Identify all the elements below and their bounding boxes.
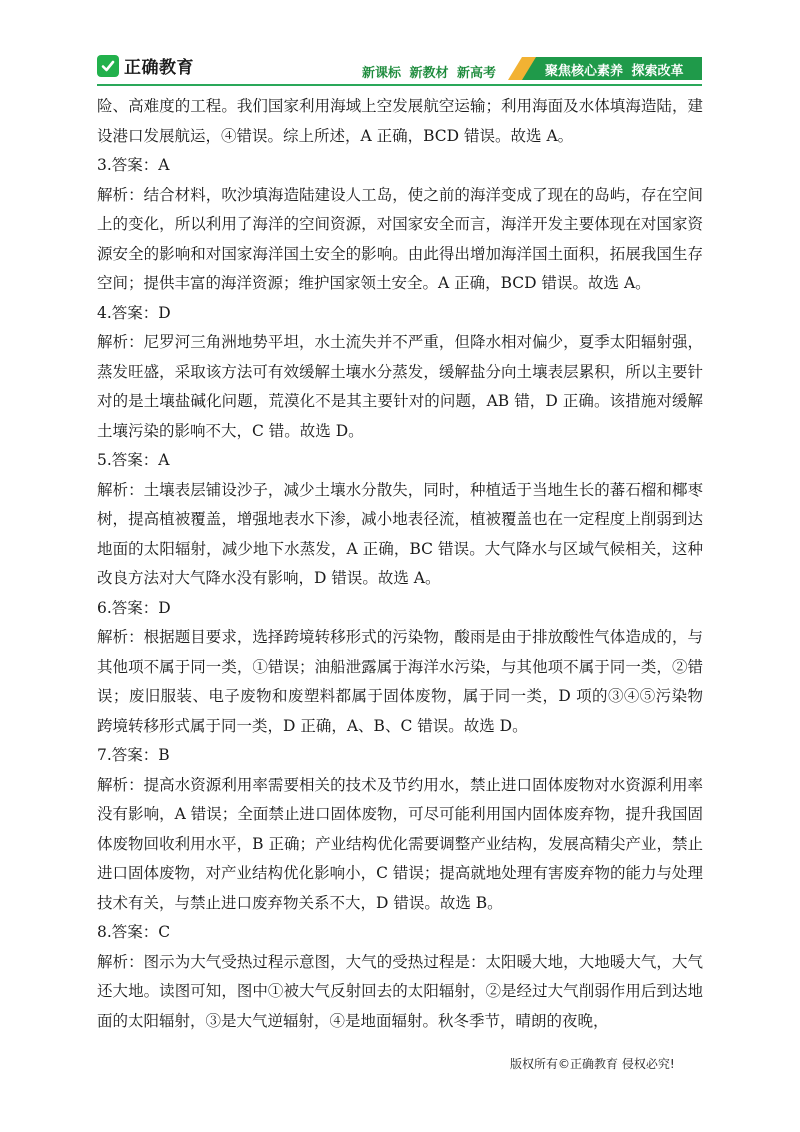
brand-logo (97, 53, 194, 78)
brand-name: 正确教育 (124, 58, 194, 78)
copyright-footer: 版权所有©正确教育 侵权必究! (510, 1057, 675, 1071)
document-body (97, 92, 703, 1036)
answer-8: 8.答案：C (97, 923, 171, 941)
checkmark-icon (97, 55, 119, 77)
answer-5: 5.答案：A (97, 451, 170, 469)
slogan-right: 聚焦核心素养 探索改革 (545, 64, 684, 79)
intro-paragraph: 险、高难度的工程。我们国家利用海域上空发展航空运输；利用海面及水体填海造陆，建设港口发展航运，④错误。综上所述，A 正确，BCD 错误。故选 A。 (97, 97, 703, 145)
page-header (0, 0, 800, 92)
header-divider (97, 84, 702, 86)
analysis-3: 解析：结合材料，吹沙填海造陆建设人工岛，使之前的海洋变成了现在的岛屿，存在空间上的变化，所以利用了海洋的空间资源，对国家安全而言，海洋开发主要体现在对国家资源安全的影响和对国家海洋国土安全的影响。由此得出增加海洋国土面积，拓展我国生存空间；提供丰富的海洋资源；维护国家领土安全。A 正确，BCD 错误。故选 A。 (97, 185, 703, 292)
answer-3: 3.答案：A (97, 156, 170, 174)
answer-6: 6.答案：D (97, 598, 171, 617)
analysis-4: 解析：尼罗河三角洲地势平坦，水土流失并不严重，但降水相对偏少，夏季太阳辐射强，蒸发旺盛，采取该方法可有效缓解土壤水分蒸发，缓解盐分向土壤表层累积，所以主要针对的是土壤盐碱化问题，荒漠化不是其主要针对的问题，AB 错，D 正确。该措施对缓解土壤污染的影响不大，C 错。故选 D。 (97, 333, 703, 440)
answer-7: 7.答案：B (97, 746, 170, 764)
analysis-6: 解析：根据题目要求，选择跨境转移形式的污染物，酸雨是由于排放酸性气体造成的，与其他项不属于同一类，①错误；油船泄露属于海洋水污染，与其他项不属于同一类，②错误；废旧服装、电子废物和废塑料都属于固体废物，属于同一类，D 项的③④⑤污染物跨境转移形式属于同一类，D 正确，A、B、C 错误。故选 D。 (97, 628, 703, 735)
analysis-7: 解析：提高水资源利用率需要相关的技术及节约用水，禁止进口固体废物对水资源利用率没有影响，A 错误；全面禁止进口固体废物，可尽可能利用国内固体废弃物，提升我国固体废物回收利用水平，B 正确；产业结构优化需要调整产业结构，发展高精尖产业，禁止进口固体废物，对产业结构优化影响小，C 错误；提高就地处理有害废弃物的能力与处理技术有关，与禁止进口废弃物关系不大，D 错误。故选 B。 (97, 775, 703, 912)
slogan-left: 新课标 新教材 新高考 (362, 66, 497, 81)
analysis-5: 解析：土壤表层铺设沙子，减少土壤水分散失，同时，种植适于当地生长的蕃石榴和椰枣树，提高植被覆盖，增强地表水下渗，减小地表径流，植被覆盖也在一定程度上削弱到达地面的太阳辐射，减少地下水蒸发，A 正确，BC 错误。大气降水与区域气候相关，这种改良方法对大气降水没有影响，D 错误。故选 A。 (97, 480, 703, 587)
analysis-8: 解析：图示为大气受热过程示意图，大气的受热过程是：太阳暖大地，大地暖大气，大气还大地。读图可知，图中①被大气反射回去的太阳辐射，②是经过大气削弱作用后到达地面的太阳辐射，③是大气逆辐射，④是地面辐射。秋冬季节，晴朗的夜晚， (97, 952, 703, 1030)
answer-4: 4.答案：D (97, 303, 171, 322)
